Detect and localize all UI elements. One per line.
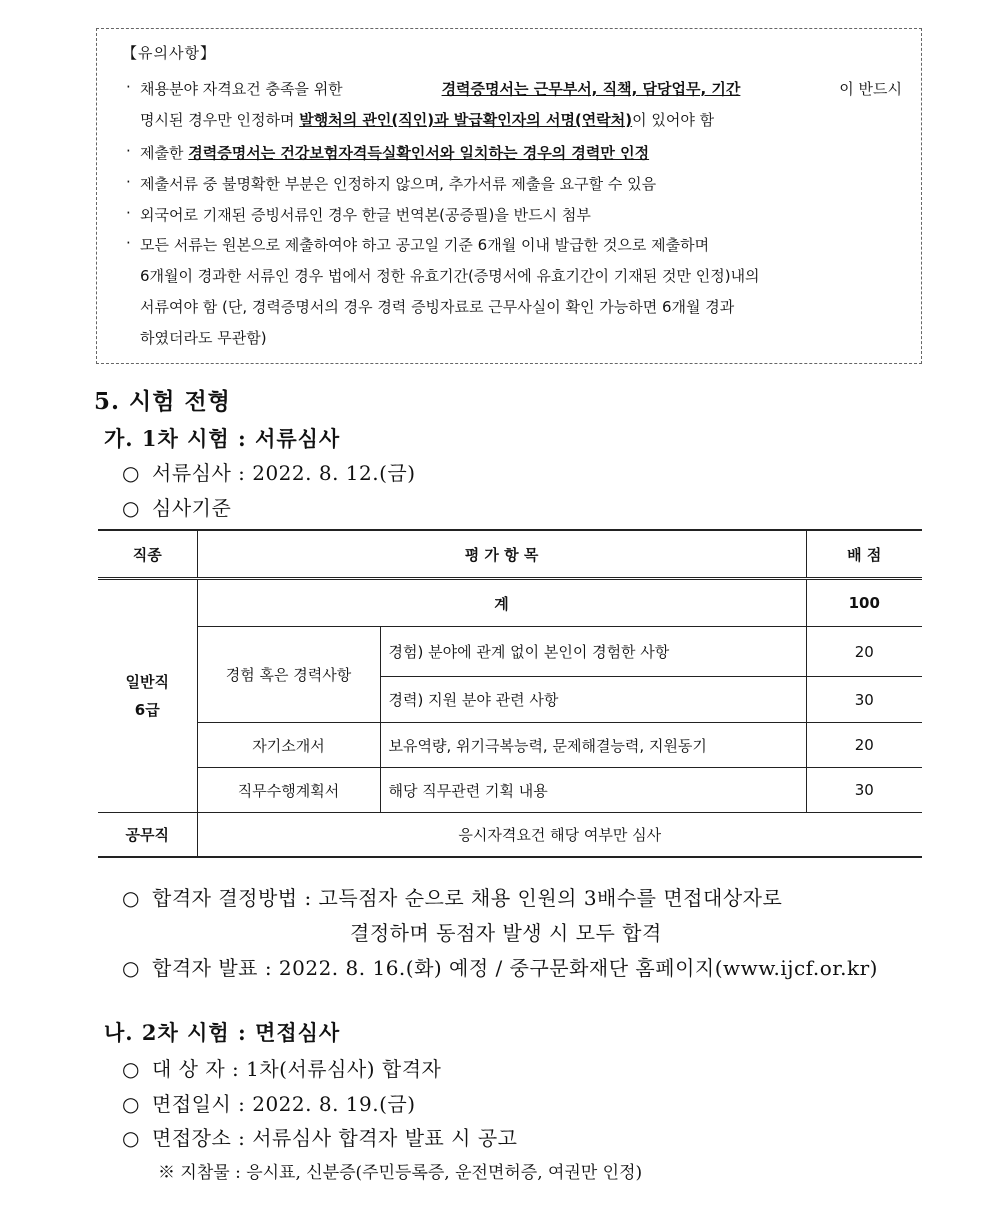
experience-group: 경험 혹은 경력사항 <box>197 627 380 723</box>
criteria-table <box>98 529 922 858</box>
table-row <box>98 627 922 677</box>
notice-line-2: 명시된 경우만 인정하며 발행처의 관인(직인)과 발급확인자의 서명(연락처)이 있어야 함 <box>140 111 715 129</box>
table-row <box>98 768 922 813</box>
stage2-note: ※ 지참물 : 응시표, 신분증(주민등록증, 운전면허증, 여권만 인정) <box>158 1163 643 1183</box>
announce: ○ 합격자 발표 : 2022. 8. 16.(화) 예정 / 중구문화재단 홈페이지(www.ijcf.or.kr) <box>122 956 878 980</box>
notice-line-9: 하였더라도 무관함) <box>140 329 267 347</box>
notice-line-8: 서류여야 함 (단, 경력증명서의 경우 경력 증빙자료로 근무사실이 확인 가능하면 6개월 경과 <box>140 298 735 316</box>
row-score: 20 <box>806 627 922 677</box>
notice-line-1: · 채용분야 자격요건 충족을 위한 경력증명서는 근무부서, 직책, 담당업무, 기간 이 반드시 <box>126 78 902 98</box>
notice-line-3: · 제출한 경력증명서는 건강보험자격득실확인서와 일치하는 경우의 경력만 인정 <box>126 142 650 162</box>
notice-line-7: 6개월이 경과한 서류인 경우 법에서 정한 유효기간(증명서에 유효기간이 기재된 것만 인정)내의 <box>140 267 760 285</box>
row-group: 자기소개서 <box>197 723 380 768</box>
public-item: 응시자격요건 해당 여부만 심사 <box>197 813 922 857</box>
table-row <box>98 813 922 857</box>
stage1-title: 가. 1차 시험 : 서류심사 <box>104 426 341 451</box>
row-item: 경력) 지원 분야 관련 사항 <box>380 677 806 723</box>
notice-line-4: · 제출서류 중 불명확한 부분은 인정하지 않으며, 추가서류 제출을 요구할 수 있음 <box>126 173 657 193</box>
total-score: 100 <box>806 579 922 627</box>
pass-method: ○ 합격자 결정방법 : 고득점자 순으로 채용 인원의 3배수를 면접대상자로 <box>122 886 783 910</box>
row-score: 30 <box>806 677 922 723</box>
job-general: 일반직 6급 <box>98 579 197 813</box>
row-item: 경험) 분야에 관계 없이 본인이 경험한 사항 <box>380 627 806 677</box>
notice-line-6: · 모든 서류는 원본으로 제출하여야 하고 공고일 기준 6개월 이내 발급한 것으로 제출하며 <box>126 234 710 254</box>
total-label: 계 <box>197 579 806 627</box>
notice-title: 【유의사항】 <box>122 44 216 62</box>
row-score: 30 <box>806 768 922 813</box>
stage2-date: ○ 면접일시 : 2022. 8. 19.(금) <box>122 1092 416 1116</box>
section-title: 5. 시험 전형 <box>94 388 231 415</box>
pass-method-cont: 결정하며 동점자 발생 시 모두 합격 <box>350 921 662 945</box>
table-header-row <box>98 530 922 579</box>
notice-line-5: · 외국어로 기재된 증빙서류인 경우 한글 번역본(공증필)을 반드시 첨부 <box>126 204 591 224</box>
review-date: ○ 서류심사 : 2022. 8. 12.(금) <box>122 461 416 485</box>
stage2-place: ○ 면접장소 : 서류심사 합격자 발표 시 공고 <box>122 1126 518 1150</box>
stage2-title: 나. 2차 시험 : 면접심사 <box>104 1020 341 1045</box>
header-items: 평 가 항 목 <box>197 530 806 579</box>
stage2-target: ○ 대 상 자 : 1차(서류심사) 합격자 <box>122 1057 442 1081</box>
row-item: 보유역량, 위기극복능력, 문제해결능력, 지원동기 <box>380 723 806 768</box>
table-row <box>98 723 922 768</box>
header-job: 직종 <box>98 530 197 579</box>
job-public: 공무직 <box>98 813 197 857</box>
row-score: 20 <box>806 723 922 768</box>
row-item: 해당 직무관련 기획 내용 <box>380 768 806 813</box>
header-score: 배 점 <box>806 530 922 579</box>
table-row <box>98 579 922 627</box>
criteria-label: ○ 심사기준 <box>122 496 232 520</box>
row-group: 직무수행계획서 <box>197 768 380 813</box>
